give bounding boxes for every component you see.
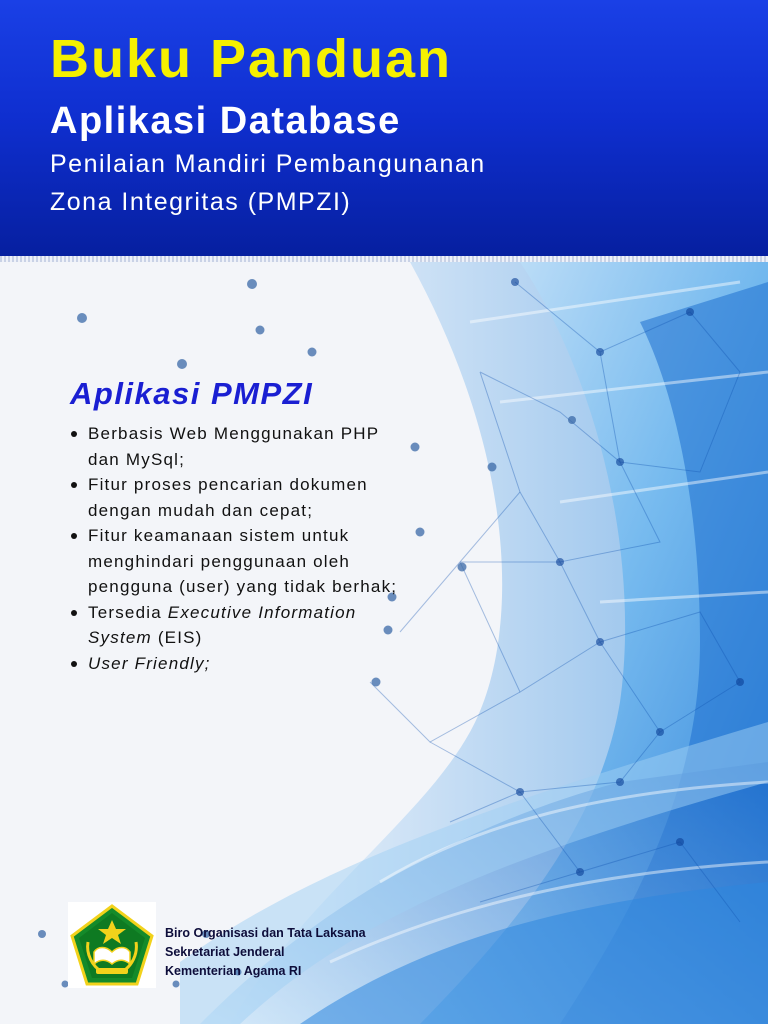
feature-italic: Executive Information System [88,602,357,647]
feature-suffix: (EIS) [151,628,203,647]
feature-text: Fitur proses pencarian dokumen dengan mudah dan cepat; [88,475,368,520]
feature-item [66,523,406,600]
org-line: Sekretariat Jenderal [165,945,285,959]
organization-block [165,924,366,981]
feature-item [66,421,406,472]
feature-item [66,472,406,523]
feature-item [66,600,406,651]
feature-item [66,651,406,677]
document-title: Buku Panduan [50,29,453,89]
feature-list [66,421,406,676]
header-divider [0,256,768,262]
org-line: Kementerian Agama RI [165,964,302,978]
kementerian-agama-emblem-icon [68,902,156,988]
feature-text: Fitur keamanaan sistem untuk menghindari penggunaan oleh pengguna (user) yang tidak berhak; [88,526,398,596]
subtitle-line-1: Penilaian Mandiri Pembangunanan [50,150,486,178]
document-subtitle: Aplikasi Database [50,100,401,142]
feature-text: Berbasis Web Menggunakan PHP dan MySql; [88,424,379,469]
header-band [0,0,768,258]
feature-prefix: Tersedia [88,602,168,622]
section-title: Aplikasi PMPZI [70,376,314,411]
subtitle-line-2: Zona Integritas (PMPZI) [50,188,352,216]
org-line: Biro Organisasi dan Tata Laksana [165,926,366,940]
feature-italic: User Friendly; [88,653,211,673]
